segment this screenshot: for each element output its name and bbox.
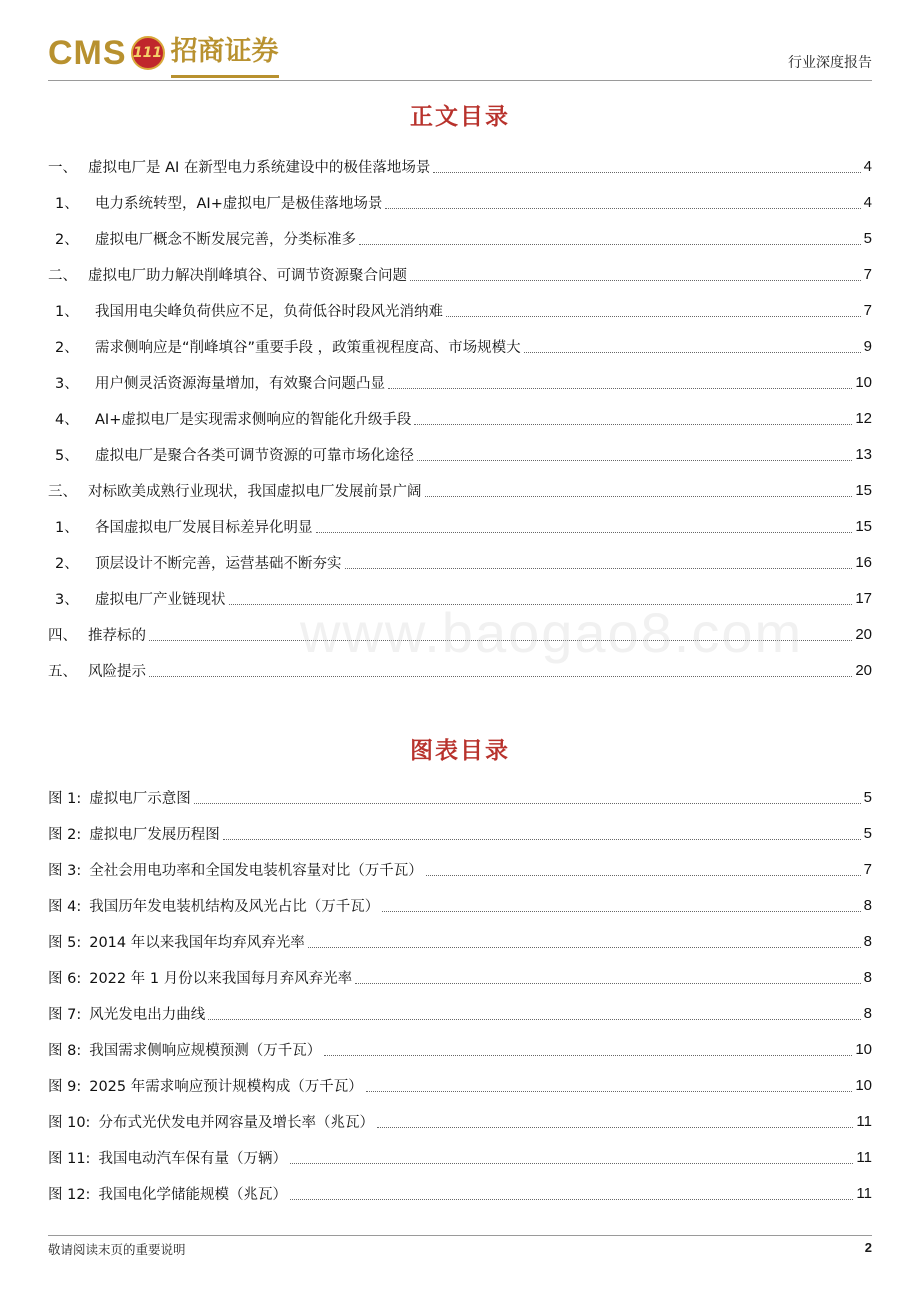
toc-entry-page: 8 xyxy=(863,1004,872,1022)
toc-leader-dots xyxy=(385,207,860,209)
toc-entry[interactable] xyxy=(48,1031,872,1067)
toc-entry-page: 4 xyxy=(863,157,872,175)
report-type-label: 行业深度报告 xyxy=(788,55,872,71)
toc-entry[interactable] xyxy=(48,923,872,959)
toc-entry-title: 虚拟电厂是 AI 在新型电力系统建设中的极佳落地场景 xyxy=(88,159,431,176)
toc-entry-number: 图 4: xyxy=(48,898,82,915)
toc-leader-dots xyxy=(194,802,861,804)
toc-leader-dots xyxy=(149,675,852,677)
toc-entry[interactable] xyxy=(48,148,872,184)
figures-title: 图表目录 xyxy=(410,737,510,764)
toc-leader-dots xyxy=(345,567,853,569)
toc-entry-number: 图 3: xyxy=(48,862,82,879)
toc-leader-dots xyxy=(366,1090,853,1092)
toc-entry-number: 图 5: xyxy=(48,934,82,951)
header-divider xyxy=(48,80,872,81)
toc-entry-page: 7 xyxy=(863,860,872,878)
toc-entry-number: 二、 xyxy=(48,267,77,284)
toc-entry[interactable] xyxy=(48,1139,872,1175)
toc-entry-title: 我国历年发电装机结构及风光占比（万千瓦） xyxy=(89,898,380,915)
toc-leader-dots xyxy=(410,279,861,281)
toc-entry-number: 图 10: xyxy=(48,1114,91,1131)
toc-entry-number: 图 6: xyxy=(48,970,82,987)
toc-leader-dots xyxy=(425,495,853,497)
toc-leader-dots xyxy=(417,459,852,461)
toc-entry[interactable] xyxy=(48,544,872,580)
toc-entry[interactable] xyxy=(48,292,872,328)
toc-entry-page: 8 xyxy=(863,896,872,914)
toc-leader-dots xyxy=(316,531,853,533)
company-logo xyxy=(48,30,279,76)
toc-entry-number: 3、 xyxy=(55,591,79,608)
toc-entry-title: 风险提示 xyxy=(88,663,146,680)
toc-entry-page: 7 xyxy=(863,301,872,319)
toc-entry-page: 7 xyxy=(863,265,872,283)
toc-leader-dots xyxy=(524,351,861,353)
toc-entry[interactable] xyxy=(48,1175,872,1211)
toc-entry[interactable] xyxy=(48,400,872,436)
toc-entry-title: 2025 年需求响应预计规模构成（万千瓦） xyxy=(89,1078,363,1095)
logo-seal-icon xyxy=(131,36,165,70)
toc-entry-title: 虚拟电厂产业链现状 xyxy=(95,591,226,608)
toc-entry-number: 图 7: xyxy=(48,1006,82,1023)
toc-entry[interactable] xyxy=(48,1103,872,1139)
toc-entry-title: AI+虚拟电厂是实现需求侧响应的智能化升级手段 xyxy=(95,411,412,428)
toc-entry-number: 图 12: xyxy=(48,1186,91,1203)
toc-entry-title: 我国电化学储能规模（兆瓦） xyxy=(98,1186,287,1203)
toc-entry-page: 10 xyxy=(855,373,872,391)
toc-entry-page: 11 xyxy=(856,1184,872,1202)
toc-entry-number: 3、 xyxy=(55,375,79,392)
toc-entry-page: 16 xyxy=(855,553,872,571)
toc-entry-page: 8 xyxy=(863,932,872,950)
toc-entry[interactable] xyxy=(48,887,872,923)
toc-entry[interactable] xyxy=(48,508,872,544)
toc-entry-page: 11 xyxy=(856,1148,872,1166)
toc-entry-page: 4 xyxy=(863,193,872,211)
toc-entry-page: 13 xyxy=(855,445,872,463)
toc-entry-number: 2、 xyxy=(55,231,79,248)
toc-entry-page: 8 xyxy=(863,968,872,986)
logo-chinese-name: 招商证券 xyxy=(171,29,279,78)
toc-leader-dots xyxy=(359,243,861,245)
toc-entry-number: 2、 xyxy=(55,555,79,572)
page-number: 2 xyxy=(864,1240,872,1255)
toc-entry-number: 图 9: xyxy=(48,1078,82,1095)
page-header xyxy=(48,30,872,80)
toc-entry-title: 各国虚拟电厂发展目标差异化明显 xyxy=(95,519,313,536)
toc-entry-title: 我国用电尖峰负荷供应不足，负荷低谷时段风光消纳难 xyxy=(95,303,443,320)
toc-entry-page: 20 xyxy=(855,661,872,679)
toc-leader-dots xyxy=(388,387,852,389)
toc-entry-number: 1、 xyxy=(55,519,79,536)
toc-entry-number: 图 1: xyxy=(48,790,82,807)
toc-leader-dots xyxy=(308,946,861,948)
toc-entry[interactable] xyxy=(48,220,872,256)
toc-entry[interactable] xyxy=(48,328,872,364)
toc-entry[interactable] xyxy=(48,1067,872,1103)
toc-entry[interactable] xyxy=(48,472,872,508)
toc-entry-title: 虚拟电厂助力解决削峰填谷、可调节资源聚合问题 xyxy=(88,267,407,284)
footer-divider xyxy=(48,1235,872,1236)
toc-entry-page: 12 xyxy=(855,409,872,427)
toc-leader-dots xyxy=(324,1054,852,1056)
footer-note: 敬请阅读末页的重要说明 xyxy=(48,1242,186,1257)
toc-entry[interactable] xyxy=(48,779,872,815)
toc-entry-page: 11 xyxy=(856,1112,872,1130)
toc-leader-dots xyxy=(290,1162,853,1164)
toc-entry[interactable] xyxy=(48,851,872,887)
toc-entry-number: 1、 xyxy=(55,195,79,212)
toc-leader-dots xyxy=(377,1126,853,1128)
toc-entry-title: 我国电动汽车保有量（万辆） xyxy=(98,1150,287,1167)
toc-leader-dots xyxy=(433,171,860,173)
toc-leader-dots xyxy=(208,1018,860,1020)
toc-entry-page: 5 xyxy=(863,229,872,247)
toc-entry-title: 推荐标的 xyxy=(88,627,146,644)
figures-list xyxy=(48,779,872,1211)
toc-entry-title: 风光发电出力曲线 xyxy=(89,1006,206,1023)
toc-entry[interactable] xyxy=(48,256,872,292)
toc-entry-number: 一、 xyxy=(48,159,77,176)
watermark: www.baogao8.com xyxy=(300,601,804,664)
toc-entry-title: 虚拟电厂概念不断发展完善，分类标准多 xyxy=(95,231,356,248)
toc-entry-title: 虚拟电厂示意图 xyxy=(89,790,191,807)
toc-entry[interactable] xyxy=(48,959,872,995)
toc-entry-number: 五、 xyxy=(48,663,77,680)
toc-entry-title: 顶层设计不断完善，运营基础不断夯实 xyxy=(95,555,342,572)
toc-entry-page: 15 xyxy=(855,517,872,535)
toc-leader-dots xyxy=(426,874,861,876)
toc-entry-page: 10 xyxy=(855,1040,872,1058)
toc-entry-title: 对标欧美成熟行业现状，我国虚拟电厂发展前景广阔 xyxy=(88,483,422,500)
toc-leader-dots xyxy=(223,838,861,840)
toc-leader-dots xyxy=(355,982,860,984)
toc-entry-page: 20 xyxy=(855,625,872,643)
toc-entry-page: 10 xyxy=(855,1076,872,1094)
toc-entry-title: 电力系统转型，AI+虚拟电厂是极佳落地场景 xyxy=(95,195,383,212)
toc-entry-page: 5 xyxy=(863,788,872,806)
toc-entry-title: 2022 年 1 月份以来我国每月弃风弃光率 xyxy=(89,970,353,987)
toc-entry-title: 全社会用电功率和全国发电装机容量对比（万千瓦） xyxy=(89,862,423,879)
toc-entry-title: 分布式光伏发电并网容量及增长率（兆瓦） xyxy=(98,1114,374,1131)
toc-entry[interactable] xyxy=(48,364,872,400)
toc-entry-title: 需求侧响应是“削峰填谷”重要手段 ，政策重视程度高、市场规模大 xyxy=(95,339,521,356)
toc-entry-number: 4、 xyxy=(55,411,79,428)
toc-entry[interactable] xyxy=(48,436,872,472)
toc-entry-page: 17 xyxy=(855,589,872,607)
toc-entry[interactable] xyxy=(48,184,872,220)
toc-entry-number: 5、 xyxy=(55,447,79,464)
toc-entry-number: 2、 xyxy=(55,339,79,356)
logo-cms-text: CMS xyxy=(48,34,127,72)
toc-entry-title: 2014 年以来我国年均弃风弃光率 xyxy=(89,934,305,951)
toc-leader-dots xyxy=(290,1198,853,1200)
toc-entry-number: 图 8: xyxy=(48,1042,82,1059)
toc-entry-page: 5 xyxy=(863,824,872,842)
toc-entry-number: 四、 xyxy=(48,627,77,644)
toc-entry-title: 虚拟电厂发展历程图 xyxy=(89,826,220,843)
toc-leader-dots xyxy=(414,423,852,425)
toc-entry-page: 9 xyxy=(863,337,872,355)
toc-leader-dots xyxy=(446,315,861,317)
toc-entry-title: 我国需求侧响应规模预测（万千瓦） xyxy=(89,1042,322,1059)
toc-entry-number: 图 2: xyxy=(48,826,82,843)
toc-entry-number: 图 11: xyxy=(48,1150,91,1167)
toc-entry-page: 15 xyxy=(855,481,872,499)
toc-entry[interactable] xyxy=(48,995,872,1031)
toc-entry[interactable] xyxy=(48,815,872,851)
toc-entry-title: 虚拟电厂是聚合各类可调节资源的可靠市场化途径 xyxy=(95,447,414,464)
logo-seal-text: 111 xyxy=(132,45,163,61)
contents-title: 正文目录 xyxy=(410,103,510,130)
toc-leader-dots xyxy=(382,910,860,912)
toc-entry-number: 1、 xyxy=(55,303,79,320)
toc-entry-title: 用户侧灵活资源海量增加，有效聚合问题凸显 xyxy=(95,375,385,392)
toc-entry-number: 三、 xyxy=(48,483,77,500)
